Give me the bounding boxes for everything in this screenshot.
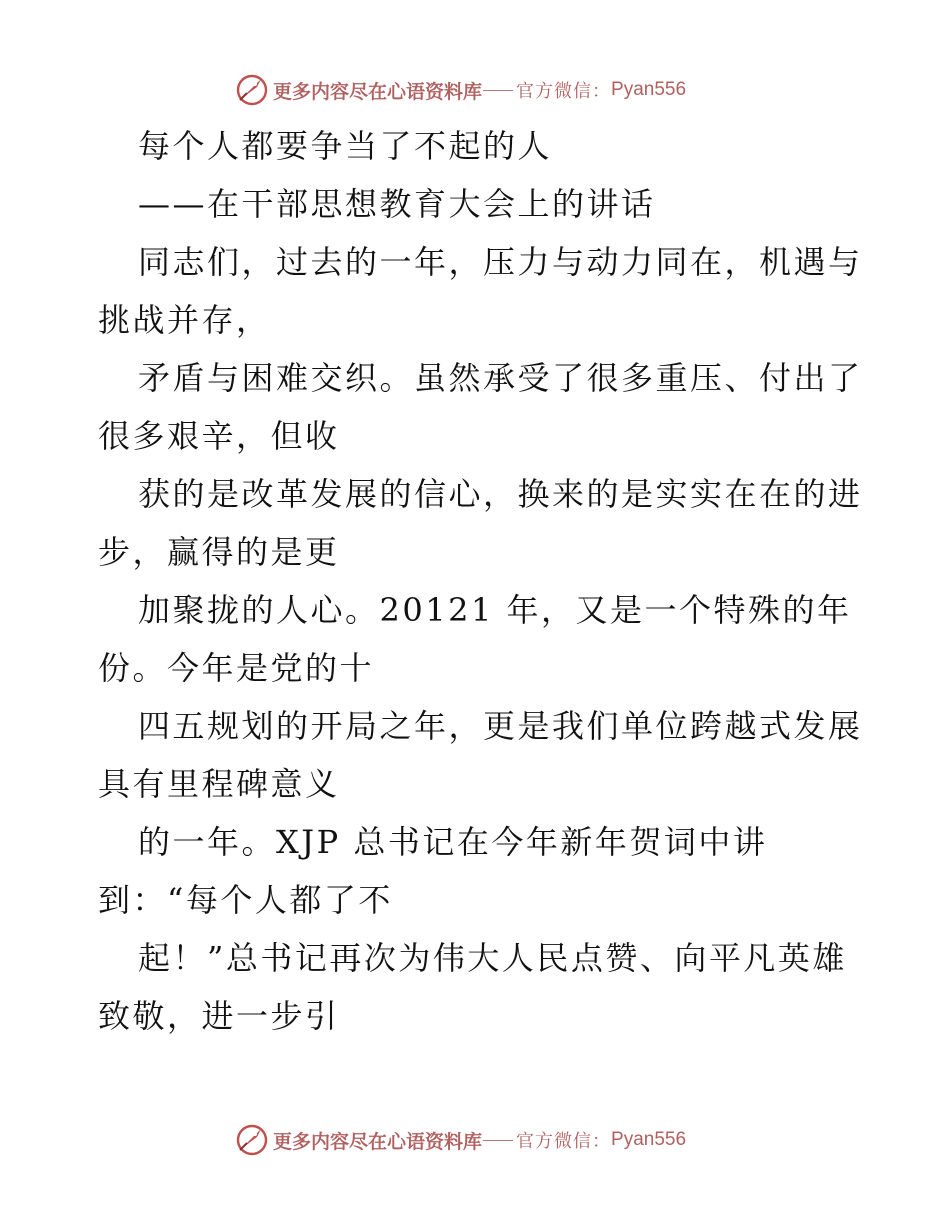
paragraph-line: 致敬，进一步引 [98,997,340,1035]
paragraph-line: 的一年。XJP 总书记在今年新年贺词中讲 [138,823,768,861]
paragraph-line: 步，赢得的是更 [98,533,340,571]
document-title: 每个人都要争当了不起的人 [138,127,553,165]
watermark-dash [483,1140,513,1141]
watermark-site-text: 更多内容尽在心语资料库 [273,1130,483,1153]
header-watermark [235,72,686,108]
paragraph-line: 份。今年是党的十 [98,649,375,687]
watermark-wechat-id: Pyan556 [611,1129,687,1150]
paragraph-line: 起！”总书记再次为伟大人民点赞、向平凡英雄 [138,939,847,977]
paragraph-line: 具有里程碑意义 [98,765,340,803]
paragraph-line: 矛盾与困难交织。虽然承受了很多重压、付出了 [138,359,863,397]
quill-pen-logo-icon [235,1123,269,1157]
paragraph-line: 加聚拢的人心。20121 年，又是一个特殊的年 [138,591,852,629]
watermark-wechat-label: 官方微信： [516,1131,612,1152]
watermark-dash [483,90,513,91]
paragraph-line: 同志们，过去的一年，压力与动力同在，机遇与 [138,243,863,281]
paragraph-line: 到：“每个人都了不 [98,881,393,919]
document-subtitle: ——在干部思想教育大会上的讲话 [138,185,656,223]
paragraph-line: 挑战并存， [98,301,271,339]
quill-pen-logo-icon [235,73,269,107]
watermark-site-text: 更多内容尽在心语资料库 [273,80,483,103]
paragraph-line: 获的是改革发展的信心，换来的是实实在在的进 [138,475,863,513]
footer-watermark [235,1122,686,1158]
watermark-wechat-label: 官方微信： [516,81,612,102]
paragraph-line: 很多艰辛，但收 [98,417,340,455]
paragraph-line: 四五规划的开局之年，更是我们单位跨越式发展 [138,707,863,745]
watermark-wechat-id: Pyan556 [611,79,687,100]
